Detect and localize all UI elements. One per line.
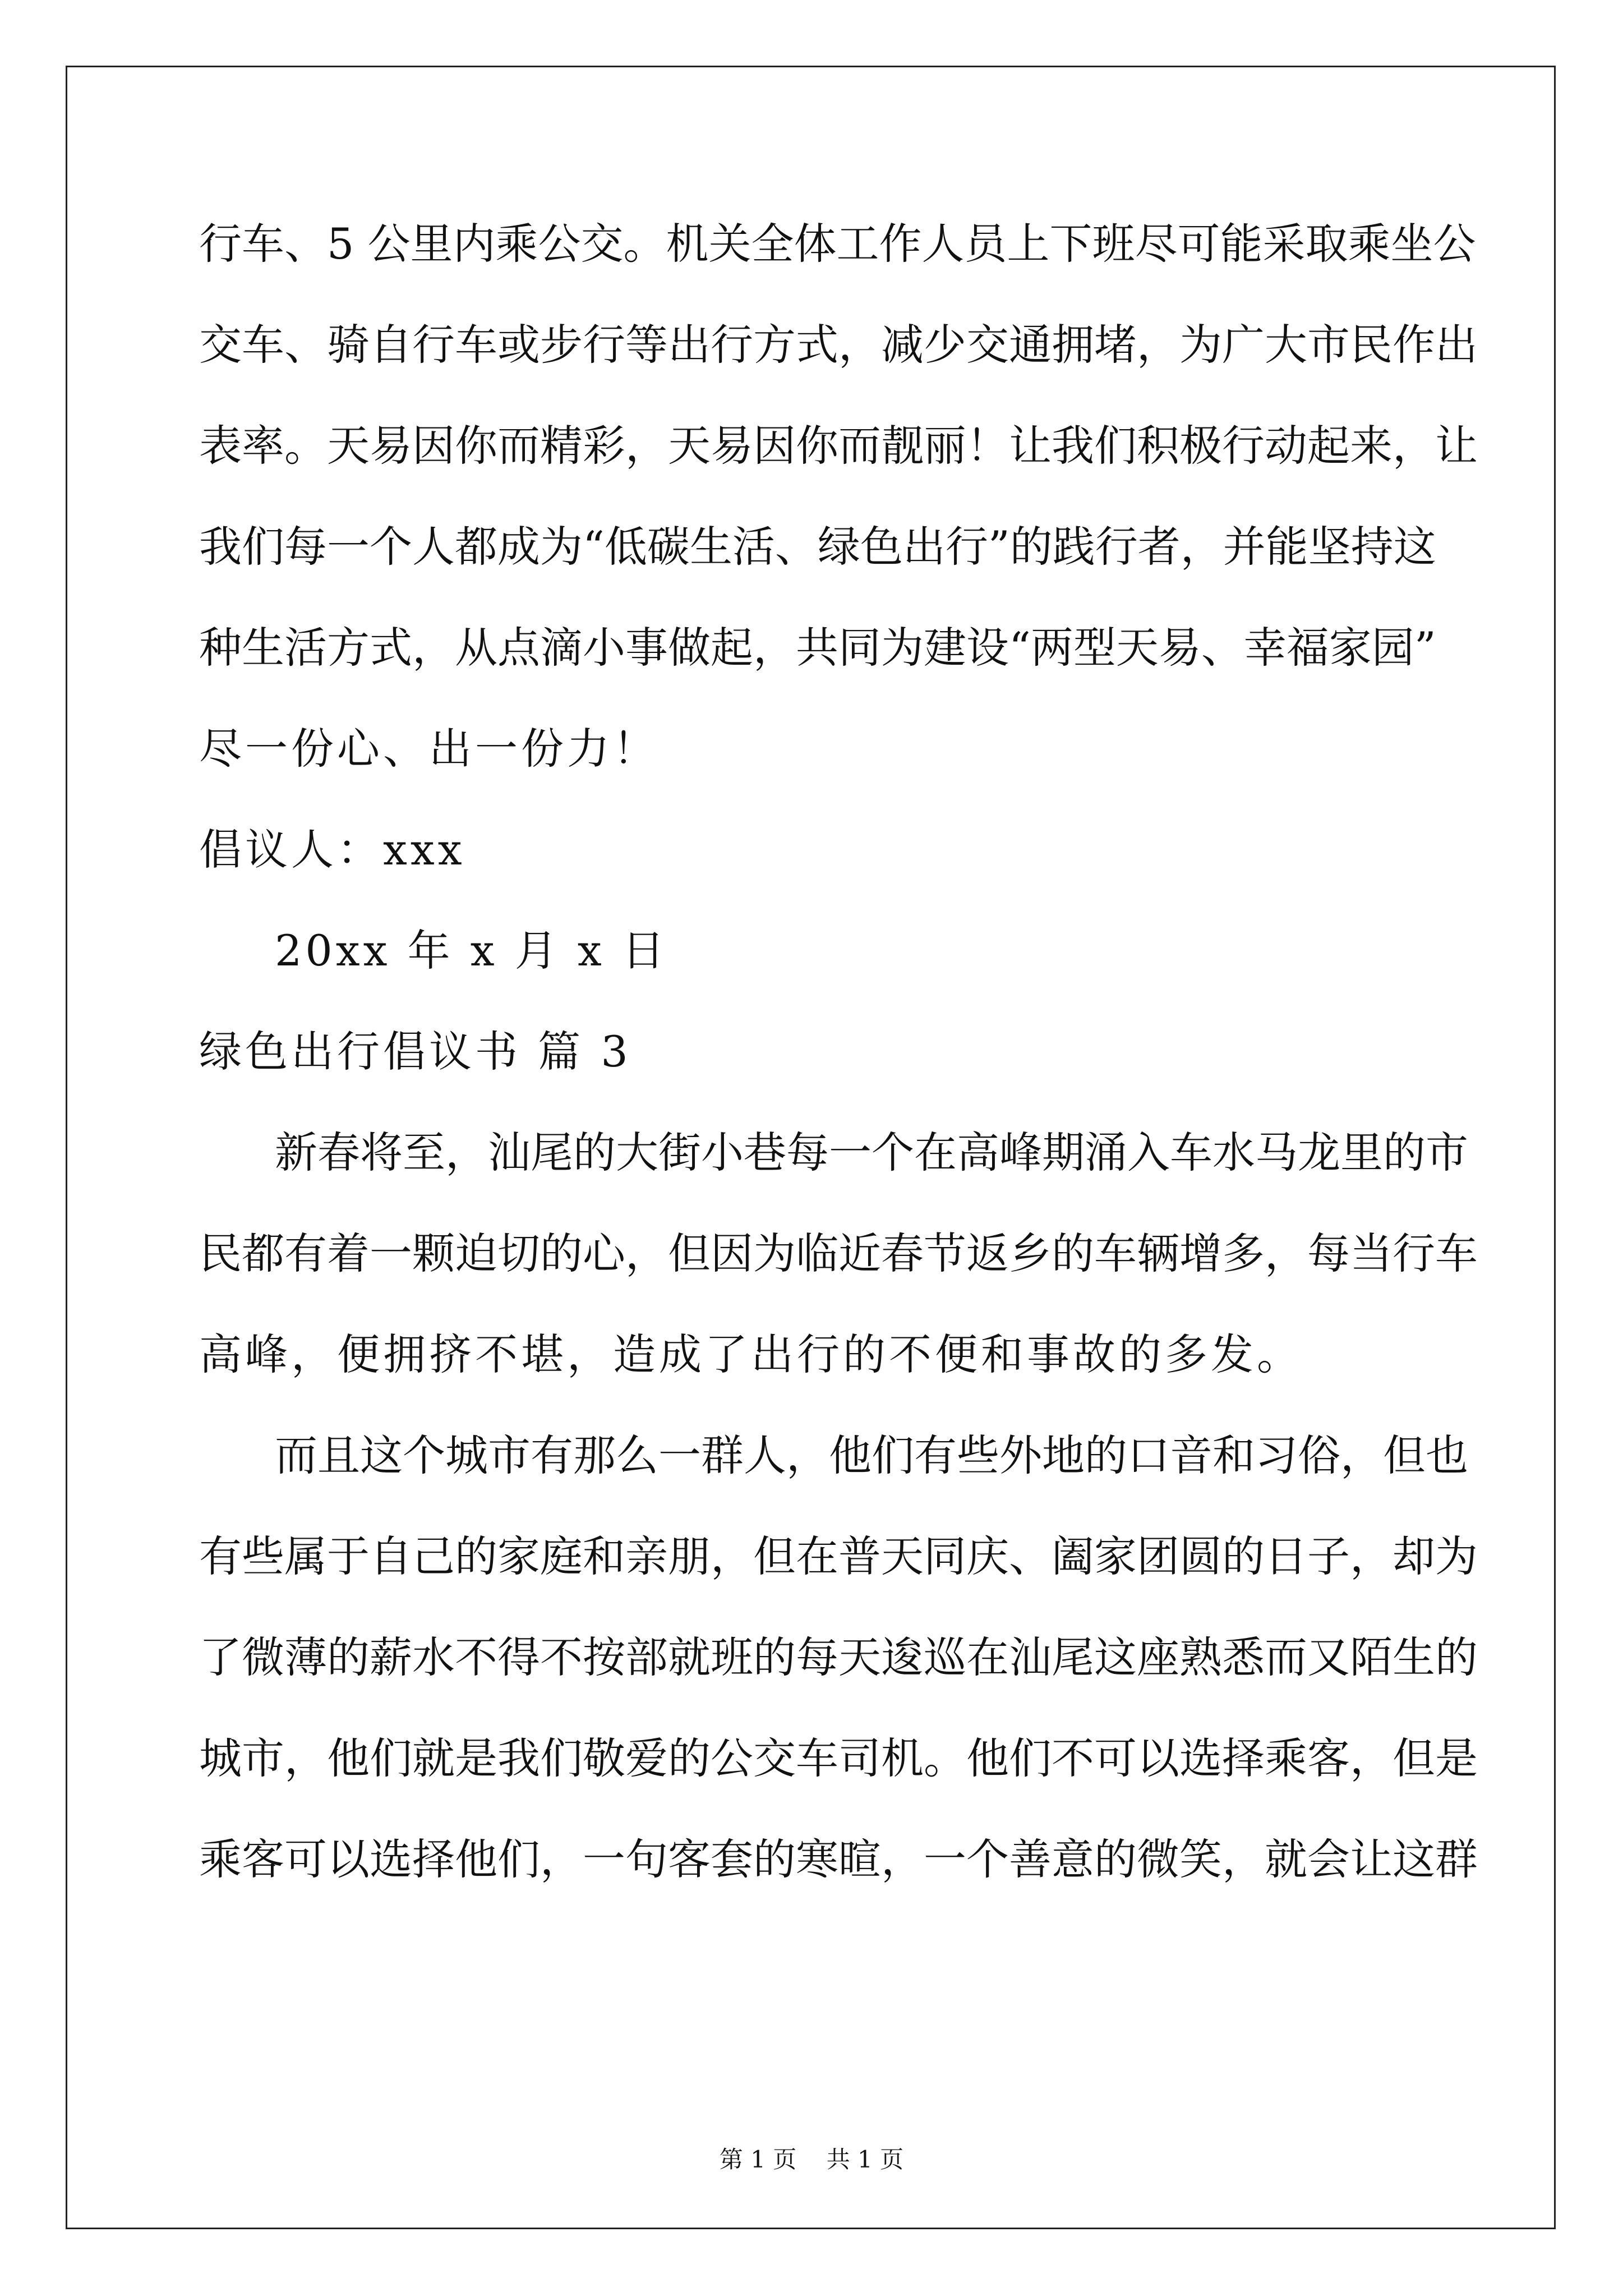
text-line: 交车、骑自行车或步行等出行方式，减少交通拥堵，为广大市民作出 (199, 320, 1478, 370)
text-line: 表率。天易因你而精彩，天易因你而靓丽！让我们积极行动起来，让 (199, 421, 1478, 471)
date-line: 20xx 年 x 月 x 日 (275, 926, 668, 976)
text-line: 种生活方式，从点滴小事做起，共同为建设“两型天易、幸福家园” (199, 623, 1436, 673)
text-line: 民都有着一颗迫切的心，但因为临近春节返乡的车辆增多，每当行车 (199, 1228, 1478, 1278)
text-line: 而且这个城市有那么一群人，他们有些外地的口音和习俗，但也 (275, 1430, 1468, 1480)
text-line: 新春将至，汕尾的大街小巷每一个在高峰期涌入车水马龙里的市 (275, 1128, 1468, 1177)
text-line: 高峰，便拥挤不堪，造成了出行的不便和事故的多发。 (199, 1329, 1303, 1379)
page-footer: 第 1 页 共 1 页 (719, 2146, 904, 2173)
text-line: 我们每一个人都成为“低碳生活、绿色出行”的践行者，并能坚持这 (199, 522, 1436, 572)
proposer-line: 倡议人：xxx (199, 825, 465, 875)
text-line: 乘客可以选择他们，一句客套的寒暄，一个善意的微笑，就会让这群 (199, 1834, 1478, 1884)
text-line: 了微薄的薪水不得不按部就班的每天逡巡在汕尾这座熟悉而又陌生的 (199, 1632, 1478, 1682)
text-line: 行车、5 公里内乘公交。机关全体工作人员上下班尽可能采取乘坐公 (199, 219, 1476, 269)
text-line: 尽一份心、出一份力！ (199, 724, 659, 774)
section-title: 绿色出行倡议书 篇 3 (199, 1027, 631, 1076)
text-line: 有些属于自己的家庭和亲朋，但在普天同庆、阖家团圆的日子，却为 (199, 1531, 1478, 1581)
text-line: 城市，他们就是我们敬爱的公交车司机。他们不可以选择乘客，但是 (199, 1733, 1478, 1783)
